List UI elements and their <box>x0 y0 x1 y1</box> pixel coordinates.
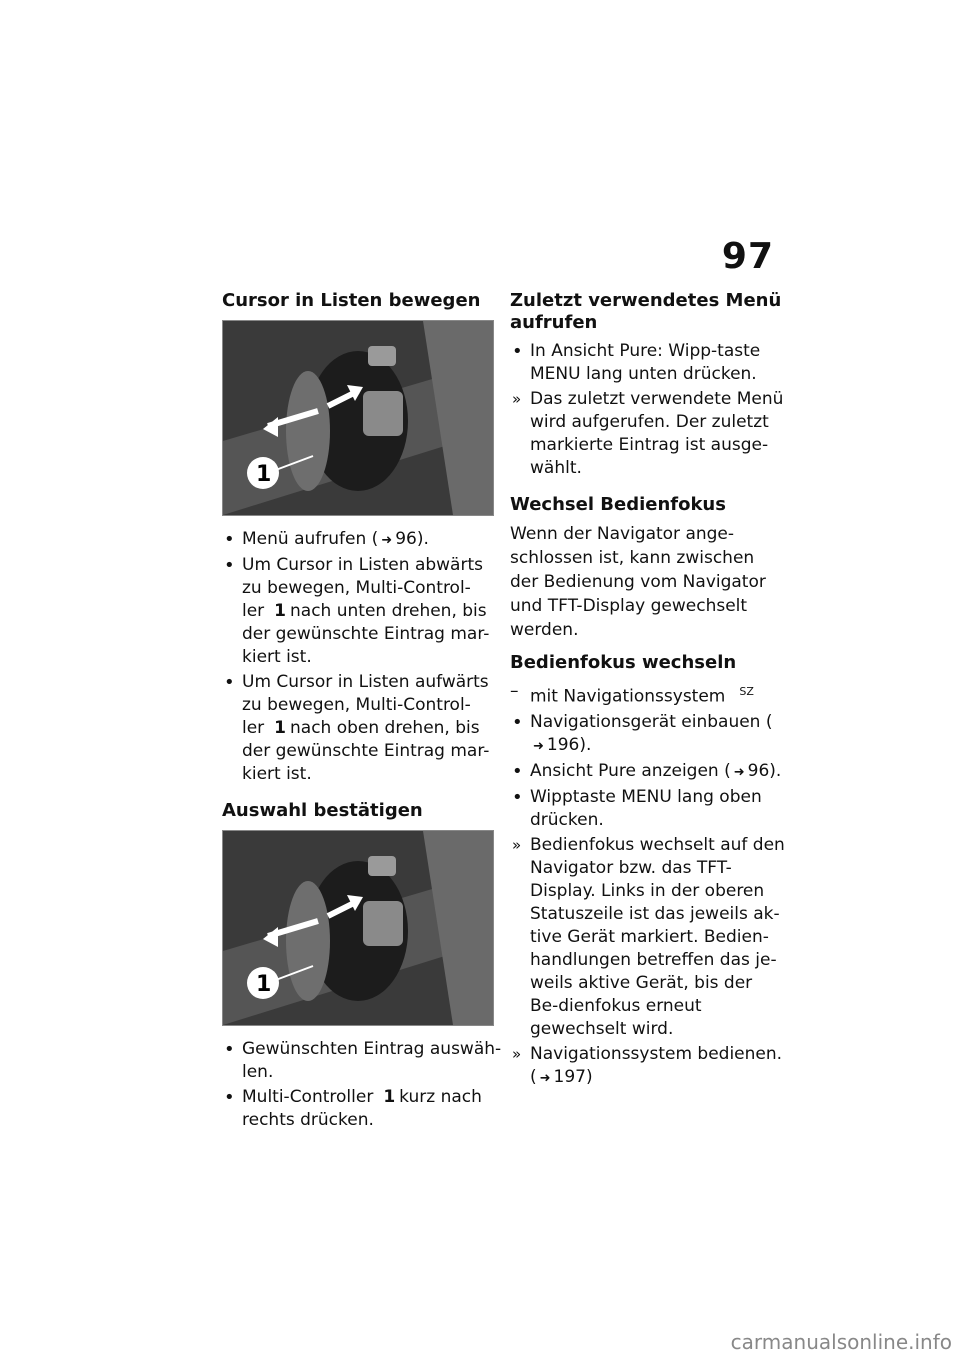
right-column <box>510 290 785 1104</box>
list-item: • Ansicht Pure anzeigen ( ➜ 96). <box>510 760 785 784</box>
equipment-code: SZ <box>739 685 754 698</box>
list-item: » Das zuletzt verwendete Menü wird aufgerufen. Der zuletzt markierte Eintrag ist ausge-wählt. <box>510 388 785 480</box>
left-column <box>222 290 502 1146</box>
page-ref-arrow-icon: ➜ <box>533 738 544 754</box>
callout-number: 1 <box>383 1087 396 1107</box>
section-title-cursor: Cursor in Listen bewegen <box>222 290 481 311</box>
steps-list-confirm <box>222 1038 502 1132</box>
callout-number: 1 <box>274 601 287 621</box>
page-ref-arrow-icon: ➜ <box>539 1070 551 1086</box>
list-item: • Um Cursor in Listen abwärts zu bewegen, Multi-Control-ler 1 nach unten drehen, bis der gewünschte Eintrag mar-kiert ist. <box>222 554 502 669</box>
page-number: 97 <box>721 236 774 277</box>
list-item: • Gewünschten Eintrag auswäh-len. <box>222 1038 502 1084</box>
handlebar-photo-2 <box>222 830 494 1026</box>
callout-number: 1 <box>274 718 287 738</box>
steps-list-last-menu <box>510 340 785 480</box>
figure-callout: 1 <box>256 972 272 997</box>
steps-list-switch-focus <box>510 680 785 1090</box>
watermark: carmanualsonline.info <box>730 1330 952 1354</box>
list-item: » Bedienfokus wechselt auf den Navigator bzw. das TFT-Display. Links in der oberen Statuszeile ist das jeweils ak-tive Gerät markiert. Bedien-handlungen betreffen das je-weils aktive Gerät, bis der Be-dienfokus erneut gewechselt wird. <box>510 834 785 1041</box>
handlebar-illustration <box>223 321 493 515</box>
section-title-switch-focus: Bedienfokus wechseln <box>510 652 737 673</box>
page-ref[interactable]: 197 <box>553 1066 586 1087</box>
page-ref[interactable]: 196 <box>546 734 580 755</box>
paragraph: Wenn der Navigator ange-schlossen ist, kann zwischen der Bedienung vom Navigator und TFT-Display gewechselt werden. <box>510 524 766 640</box>
page-ref[interactable]: 96 <box>747 760 770 781</box>
page-ref-arrow-icon: ➜ <box>381 533 393 548</box>
figure-callout: 1 <box>256 462 272 487</box>
list-item: » Navigationssystem bedienen. ( ➜ 197) <box>510 1043 785 1090</box>
list-item: • In Ansicht Pure: Wipp-taste MENU lang unten drücken. <box>510 340 785 386</box>
section-title-confirm: Auswahl bestätigen <box>222 800 423 821</box>
list-item: • Um Cursor in Listen aufwärts zu bewegen, Multi-Control-ler 1 nach oben drehen, bis der gewünschte Eintrag mar-kiert ist. <box>222 671 502 786</box>
steps-list-cursor <box>222 528 502 786</box>
condition-item: – mit Navigationssystem $^{SZ}$ <box>510 680 785 709</box>
section-title-focus-change: Wechsel Bedienfokus <box>510 494 726 515</box>
section-title-last-menu: Zuletzt verwendetes Menü aufrufen <box>510 290 782 333</box>
list-item: • Navigationsgerät einbauen (➜ 196). <box>510 711 785 758</box>
list-item: • Menü aufrufen ( ➜ 96). <box>222 528 502 552</box>
list-item: • Wipptaste MENU lang oben drücken. <box>510 786 785 832</box>
list-item: • Multi-Controller 1 kurz nach rechts drücken. <box>222 1086 502 1132</box>
page-ref[interactable]: 96 <box>395 529 417 549</box>
handlebar-photo-1 <box>222 320 494 516</box>
handlebar-illustration <box>223 831 493 1025</box>
page-ref-arrow-icon: ➜ <box>733 764 745 780</box>
